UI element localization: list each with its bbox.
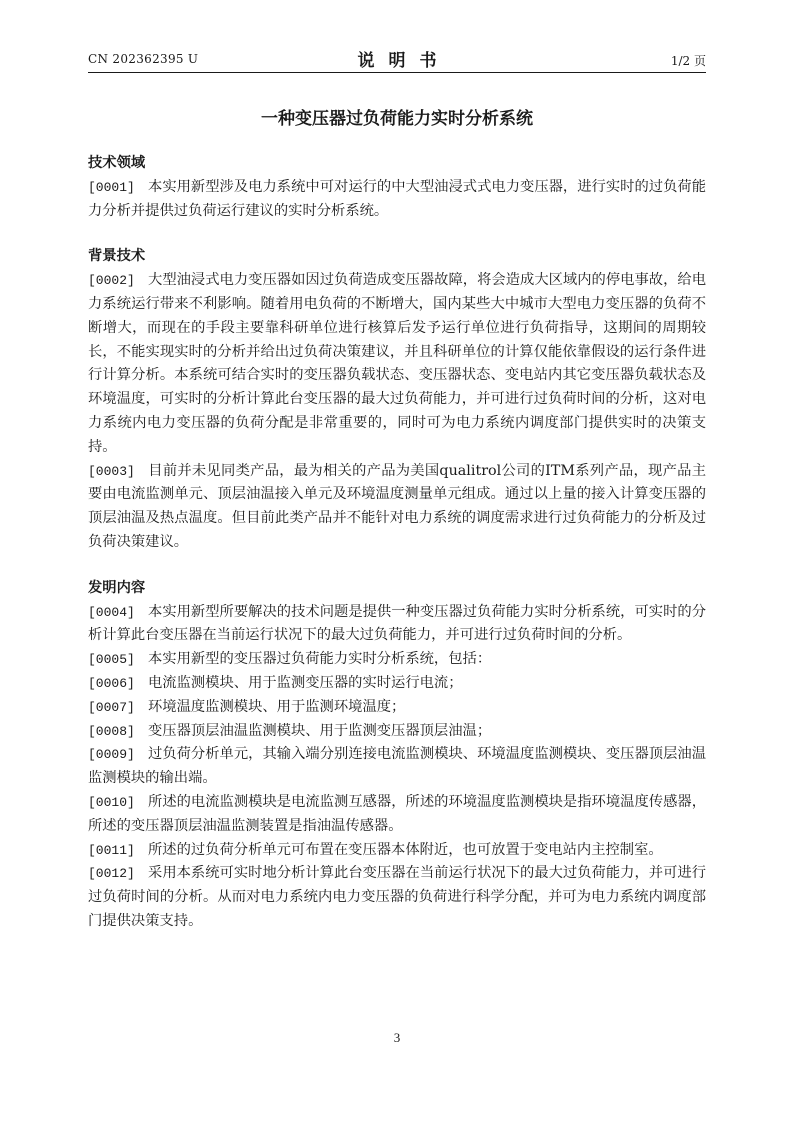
- paragraph-text: 过负荷分析单元，其输入端分别连接电流监测模块、环境温度监测模块、变压器顶层油温监测模块的输出端。: [88, 746, 706, 787]
- paragraph-text: 采用本系统可实时地分析计算此台变压器在当前运行状况下的最大过负荷能力，并可进行过负荷时间的分析。从而对电力系统内电力变压器的负荷进行科学分配，并可为电力系统内调度部门提供决策支持。: [88, 865, 706, 929]
- document-body: [88, 152, 706, 934]
- document-number: CN 202362395 U: [88, 52, 199, 66]
- document-title: 一种变压器过负荷能力实时分析系统: [261, 109, 533, 129]
- paragraph: [88, 672, 706, 696]
- paragraph-number: [0012]: [88, 866, 135, 882]
- paragraph-text: 本实用新型所要解决的技术问题是提供一种变压器过负荷能力实时分析系统，可实时的分析计算此台变压器在当前运行状况下的最大过负荷能力，并可进行过负荷时间的分析。: [88, 603, 706, 644]
- section-technical-field: [88, 152, 706, 223]
- paragraph: [88, 176, 706, 224]
- paragraph-text: 本实用新型涉及电力系统中可对运行的中大型油浸式式电力变压器，进行实时的过负荷能力分析并提供过负荷运行建议的实时分析系统。: [88, 178, 706, 219]
- section-heading: 发明内容: [88, 579, 146, 596]
- section-invention-content: [88, 577, 706, 934]
- paragraph: [88, 720, 706, 744]
- section-gap: [88, 555, 706, 577]
- page-header: [88, 44, 706, 70]
- paragraph-text: 环境温度监测模块、用于监测环境温度；: [148, 698, 406, 715]
- section-heading: 背景技术: [88, 248, 146, 265]
- paragraph-number: [0002]: [88, 273, 135, 289]
- paragraph-number: [0009]: [88, 747, 135, 763]
- paragraph-number: [0006]: [88, 675, 135, 691]
- paragraph-text: 电流监测模块、用于监测变压器的实时运行电流；: [148, 674, 463, 691]
- page-count: 1/2 页: [670, 54, 706, 68]
- paragraph-number: [0004]: [88, 604, 135, 620]
- paragraph-number: [0005]: [88, 652, 135, 668]
- paragraph-text: 所述的过负荷分析单元可布置在变压器本体附近，也可放置于变电站内主控制室。: [148, 841, 663, 858]
- paragraph: [88, 601, 706, 649]
- paragraph-text: 本实用新型的变压器过负荷能力实时分析系统，包括：: [148, 651, 492, 668]
- paragraph-number: [0011]: [88, 842, 135, 858]
- paragraph: [88, 648, 706, 672]
- paragraph-text: 所述的电流监测模块是电流监测互感器，所述的环境温度监测模块是指环境温度传感器，所述的变压器顶层油温监测装置是指油温传感器。: [88, 793, 706, 834]
- header-divider: [88, 72, 706, 73]
- section-heading: 技术领域: [88, 155, 146, 171]
- paragraph: [88, 862, 706, 933]
- paragraph: [88, 269, 706, 459]
- paragraph: [88, 839, 706, 863]
- paragraph: [88, 743, 706, 791]
- paragraph-number: [0010]: [88, 794, 135, 810]
- paragraph: [88, 460, 706, 555]
- page-number: 3: [393, 1030, 401, 1045]
- paragraph-number: [0007]: [88, 699, 135, 715]
- paragraph-text: 目前并未见同类产品，最为相关的产品为美国qualitrol公司的ITM系列产品，现产品主要由电流监测单元、顶层油温接入单元及环境温度测量单元组成。通过以上量的接入计算变压器的顶层油温及热点温度。但目前此类产品并不能针对电力系统的调度需求进行过负荷能力的分析及过负荷决策建议。: [88, 462, 706, 550]
- paragraph-number: [0001]: [88, 179, 135, 195]
- paragraph-text: 大型油浸式电力变压器如因过负荷造成变压器故障，将会造成大区域内的停电事故，给电力系统运行带来不利影响。随着用电负荷的不断增大，国内某些大中城市大型电力变压器的负荷不断增大，而现在的手段主要靠科研单位进行核算后发予运行单位进行负荷指导，这期间的周期较长，不能实现实时的分析并给出过负荷决策建议，并且科研单位的计算仅能依靠假设的运行条件进行计算分析。本系统可结合实时的变压器负载状态、变压器状态、变电站内其它变压器负载状态及环境温度，可实时的分析计算此台变压器的最大过负荷能力，并可进行过负荷时间的分析，这对电力系统内电力变压器的负荷分配是非常重要的，同时可为电力系统内调度部门提供实时的决策支持。: [88, 272, 706, 455]
- paragraph: [88, 791, 706, 839]
- paragraph: [88, 696, 706, 720]
- section-gap: [88, 223, 706, 245]
- document-type-title: 说明书: [357, 51, 451, 71]
- paragraph-text: 变压器顶层油温监测模块、用于监测变压器顶层油温；: [148, 722, 492, 739]
- paragraph-number: [0008]: [88, 723, 135, 739]
- paragraph-number: [0003]: [88, 463, 135, 479]
- section-background: [88, 245, 706, 554]
